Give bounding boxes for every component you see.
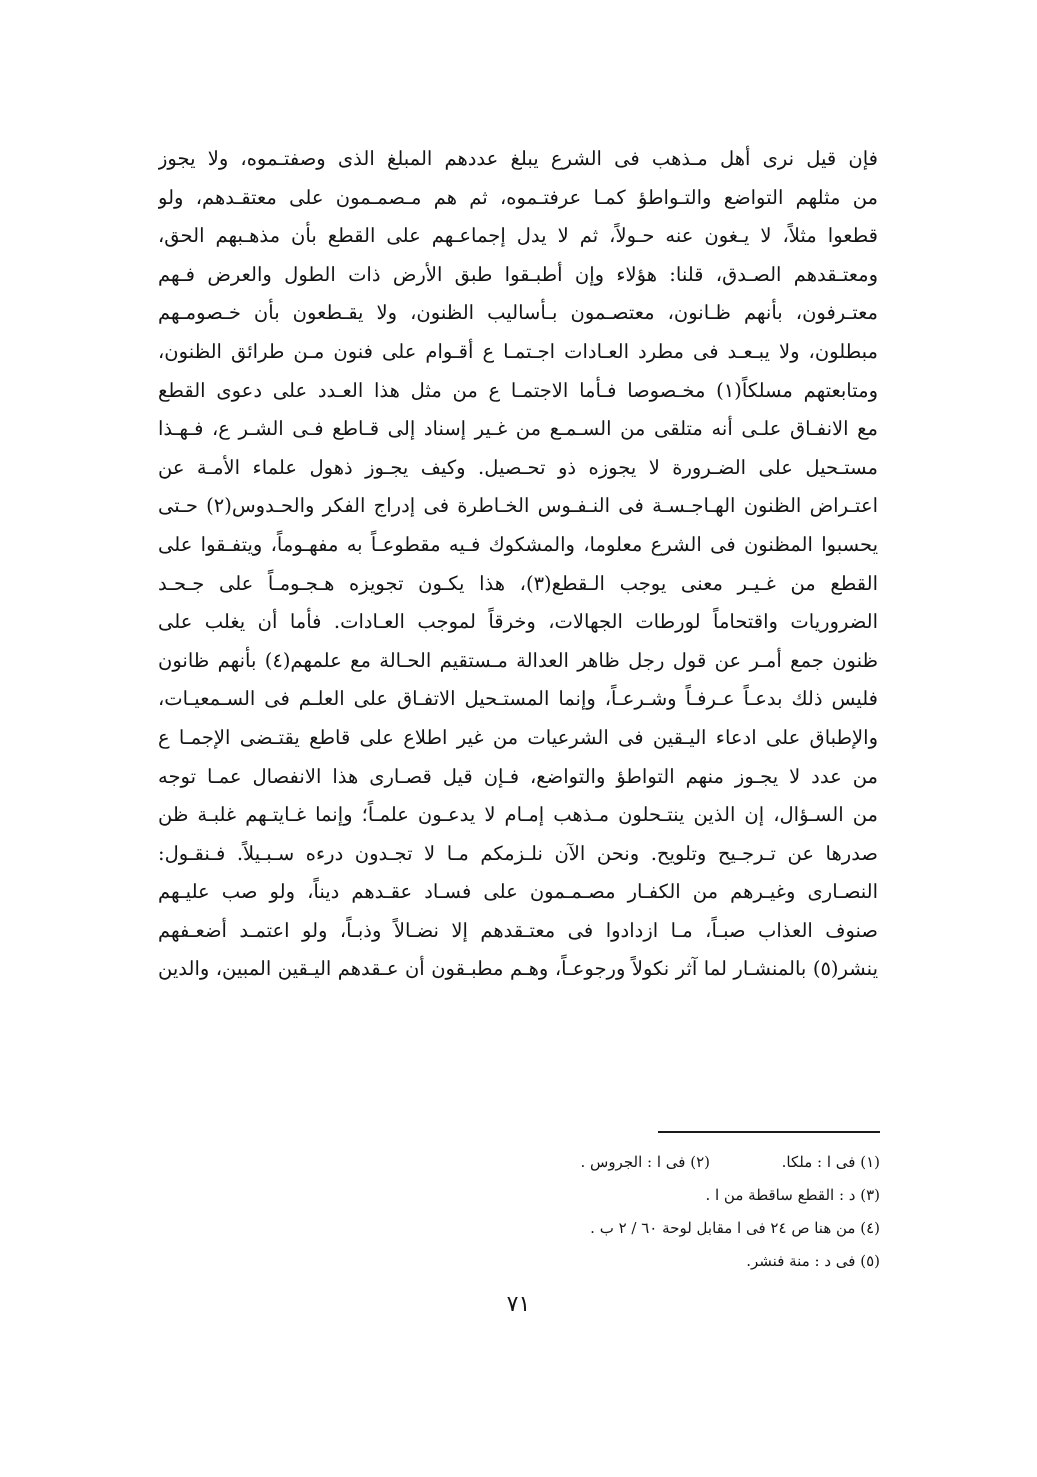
text-line: من مثلهم التواضع والتـواطؤ كمـا عرفتـموه، ثم هم مـصمـمون على معتقـدهم، ولو — [158, 185, 878, 209]
text-line: من السـؤال، إن الذين ينتـحلون مـذهب إمـام لا يدعـون علمـاً؛ وإنما غـايتـهم غلبـة ظن — [158, 803, 878, 827]
footnote-5: (٥) فى د : منة فنشر. — [746, 1252, 880, 1270]
footnote-2: (٢) فى ا : الجروس . — [580, 1153, 710, 1171]
main-text-block — [158, 140, 878, 989]
text-line: ومتابعتهم مسلكاً(١) مخـصوصا فـأما الاجتمـا ع من مثل هذا العـدد على دعوى القطع — [158, 378, 878, 402]
text-line: والإطباق على ادعاء اليـقين فى الشرعيات من غير اطلاع على قاطع يقتـضى الإجمـا ع — [158, 725, 878, 749]
text-line: مستـحيل على الضـرورة لا يجوزه ذو تحـصيل. وكيف يجـوز ذهول علماء الأمـة عن — [158, 455, 878, 479]
text-line: فإن قيل نرى أهل مـذهب فى الشرع يبلغ عددهم المبلغ الذى وصفتـموه، ولا يجوز — [158, 147, 878, 170]
footnote-4: (٤) من هنا ص ٢٤ فى ا مقابل لوحة ٦٠ / ٢ ب . — [590, 1219, 880, 1237]
footnote-row — [158, 1212, 880, 1245]
page-number: ٧١ — [506, 1292, 531, 1317]
text-line: مبطلون، ولا يبـعـد فى مطرد العـادات اجـتمـا ع أقـوام على فنون مـن طرائق الظنون، — [158, 339, 878, 363]
text-line: قطعوا مثلاً، لا يـغون عنه حـولاً، ثم لا يدل إجماعـهم على القطع بأن مذهـبهم الحق، — [158, 224, 878, 248]
text-line: ينشر(٥) بالمنشـار لما آثر نكولاً ورجوعـاً، وهـم مطبـقون أن عـقدهم اليـقين المبين، والدين — [158, 957, 878, 981]
text-line: معتـرفون، بأنهم ظـانون، معتصـمون بـأساليب الظنون، ولا يقـطعون بأن خـصومـهم — [158, 301, 878, 325]
footnote-row — [158, 1146, 880, 1179]
text-line: ومعتـقدهم الصـدق، قلنا: هؤلاء وإن أطبـقوا طبق الأرض ذات الطول والعرض فـهم — [158, 262, 878, 286]
footnote-divider — [658, 1131, 880, 1133]
text-line: صدرها عن تـرجـيح وتلويح. ونحن الآن نلـزمكم مـا لا تجـدون درءه سـبـيلاً. فـنقـول: — [158, 841, 878, 865]
text-line: يحسبوا المظنون فى الشرع معلوما، والمشكوك فـيه مقطوعـاً به مفهـوماً، ويتفـقوا على — [158, 532, 878, 556]
footnote-1: (١) فى ا : ملكا. — [781, 1153, 880, 1171]
footnote-3: (٣) د : القطع ساقطة من ا . — [705, 1186, 880, 1204]
text-line: القطع من غـيـر معنى يوجب الـقطع(٣)، هذا يكـون تجويزه هـجـومـاً على جـحـد — [158, 571, 878, 595]
text-line: النصـارى وغيـرهم من الكفـار مصـمـمون على فسـاد عقـدهم ديناً، ولو صب عليـهم — [158, 880, 878, 904]
text-line: مع الانفـاق علـى أنه متلقى من السـمـع من غـير إسناد إلى قـاطع فـى الشـر ع، فـهـذا — [158, 417, 878, 441]
footnotes-block — [158, 1146, 880, 1278]
text-line: صنوف العذاب صبـاً، مـا ازدادوا فى معتـقدهم إلا نضـالاً وذبـاً، ولو اعتمـد أضعـفهم — [158, 918, 878, 942]
footnote-row — [158, 1245, 880, 1278]
text-line: من عدد لا يجـوز منهم التواطؤ والتواضع، فـإن قيل قصـارى هذا الانفصال عمـا توجه — [158, 764, 878, 788]
footnote-row — [158, 1179, 880, 1212]
text-line: الضروريات واقتحاماً لورطات الجهالات، وخرقاً لموجب العـادات. فأما أن يغلب على — [158, 610, 878, 634]
text-line: اعتـراض الظنون الهـاجـسـة فى النـفـوس الخـاطرة فى إدراج الفكر والحـدوس(٢) حـتى — [158, 494, 878, 518]
text-line: ظنون جمع أمـر عن قول رجل ظاهر العدالة مـستقيم الحـالة مع علمهم(٤) بأنهم ظانون — [158, 648, 878, 672]
text-line: فليس ذلك بدعـاً عـرفـاً وشـرعـاً، وإنما المستـحيل الاتفـاق على العلـم فى السـمعيـات، — [158, 687, 878, 711]
